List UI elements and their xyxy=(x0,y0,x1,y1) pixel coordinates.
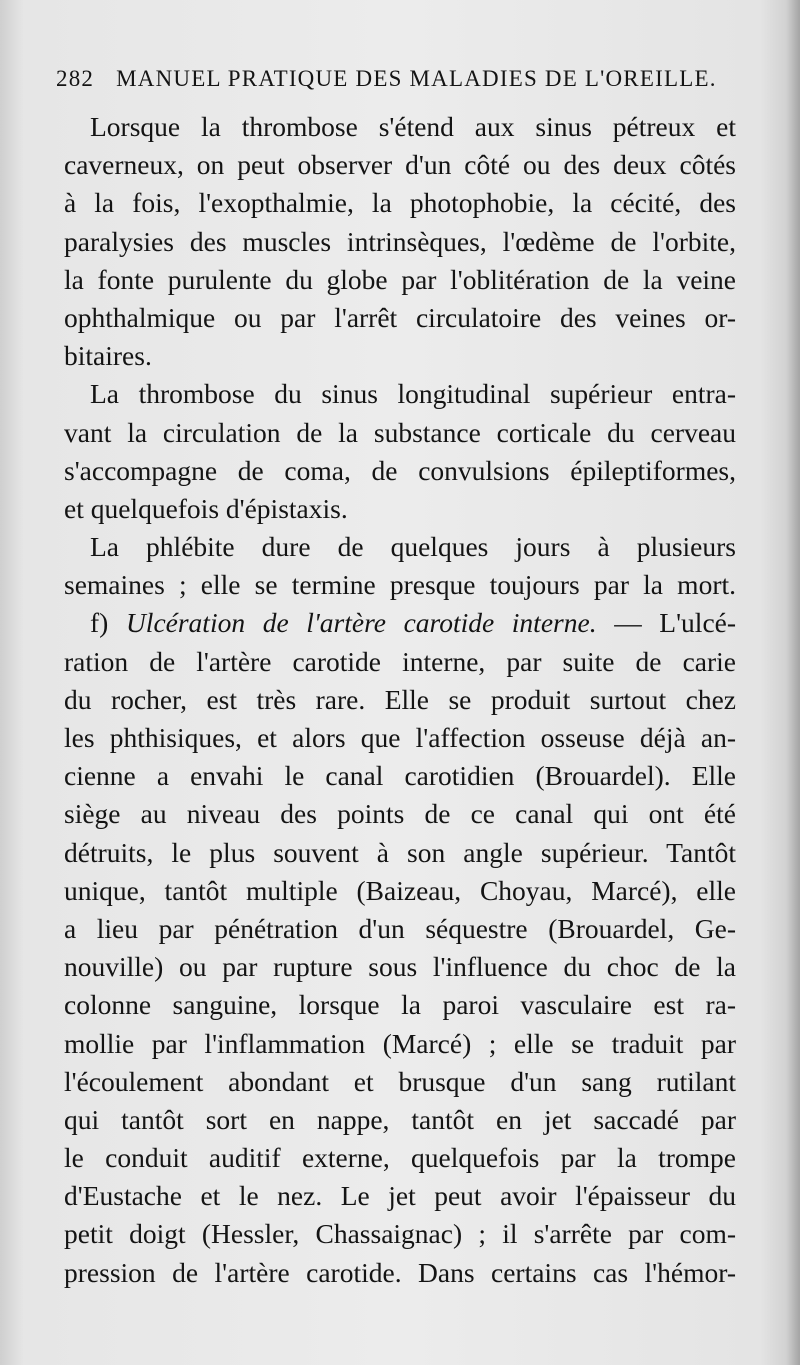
text-line: à la fois, l'exopthalmie, la photophobie, la cécité, des xyxy=(64,187,736,219)
running-head xyxy=(56,66,756,92)
page-number: 282 xyxy=(56,66,95,91)
text-line: paralysies des muscles intrinsèques, l'œdème de l'orbite, xyxy=(64,225,736,257)
text-line: La thrombose du sinus longitudinal supérieur entra- xyxy=(90,378,736,410)
section-heading: Ulcération de l'artère carotide interne. xyxy=(125,607,597,639)
text-line: les phthisiques, et alors que l'affection osseuse déjà an- xyxy=(64,722,736,753)
text-line: le conduit auditif externe, quelquefois par la trompe xyxy=(64,1142,736,1174)
body-text xyxy=(64,108,736,1292)
text-line: détruits, le plus souvent à son angle supérieur. Tantôt xyxy=(64,836,736,868)
text-line: siège au niveau des points de ce canal qui ont été xyxy=(64,798,736,830)
text-line: Lorsque la thrombose s'étend aux sinus pétreux et xyxy=(90,111,736,142)
text-line: a lieu par pénétration d'un séquestre (Brouardel, Ge- xyxy=(64,912,736,944)
text-line: et quelquefois d'épistaxis. xyxy=(64,492,348,524)
text-line: mollie par l'inflammation (Marcé) ; elle se traduit par xyxy=(64,1027,736,1059)
text-line: unique, tantôt multiple (Baizeau, Choyau, Marcé), elle xyxy=(64,874,736,906)
section-marker: f) xyxy=(90,607,109,639)
text-line: cienne a envahi le canal carotidien (Brouardel). Elle xyxy=(64,760,736,792)
text-line: l'écoulement abondant et brusque d'un sang rutilant xyxy=(64,1065,736,1097)
text-line: ophthalmique ou par l'arrêt circulatoire des veines or- xyxy=(64,301,736,333)
text-line: s'accompagne de coma, de convulsions épileptiformes, xyxy=(64,454,736,486)
text-line: bitaires. xyxy=(64,340,152,372)
text-line: d'Eustache et le nez. Le jet peut avoir l'épaisseur du xyxy=(64,1180,736,1212)
section-heading-line xyxy=(64,604,736,642)
text-line: du rocher, est très rare. Elle se produit surtout chez xyxy=(64,683,736,715)
text-line: La phlébite dure de quelques jours à plusieurs xyxy=(90,531,736,563)
text-line: pression de l'artère carotide. Dans certains cas l'hémor- xyxy=(64,1256,736,1288)
running-head-title: MANUEL PRATIQUE DES MALADIES DE L'OREILLE. xyxy=(116,66,717,91)
text-line: colonne sanguine, lorsque la paroi vasculaire est ra- xyxy=(64,989,736,1021)
page-edge-shadow xyxy=(786,0,800,1365)
text-line: vant la circulation de la substance corticale du cerveau xyxy=(64,416,736,448)
text-line: nouville) ou par rupture sous l'influence du choc de la xyxy=(64,951,736,983)
text-line: petit doigt (Hessler, Chassaignac) ; il s'arrête par com- xyxy=(64,1218,736,1250)
text-line-tail: — L'ulcé- xyxy=(614,607,737,639)
text-line: caverneux, on peut observer d'un côté ou des deux côtés xyxy=(64,149,736,181)
text-line: semaines ; elle se termine presque toujours par la mort. xyxy=(64,569,736,601)
text-line: la fonte purulente du globe par l'oblitération de la veine xyxy=(64,263,736,295)
text-line: qui tantôt sort en nappe, tantôt en jet saccadé par xyxy=(64,1103,736,1135)
text-line: ration de l'artère carotide interne, par suite de carie xyxy=(64,645,736,677)
